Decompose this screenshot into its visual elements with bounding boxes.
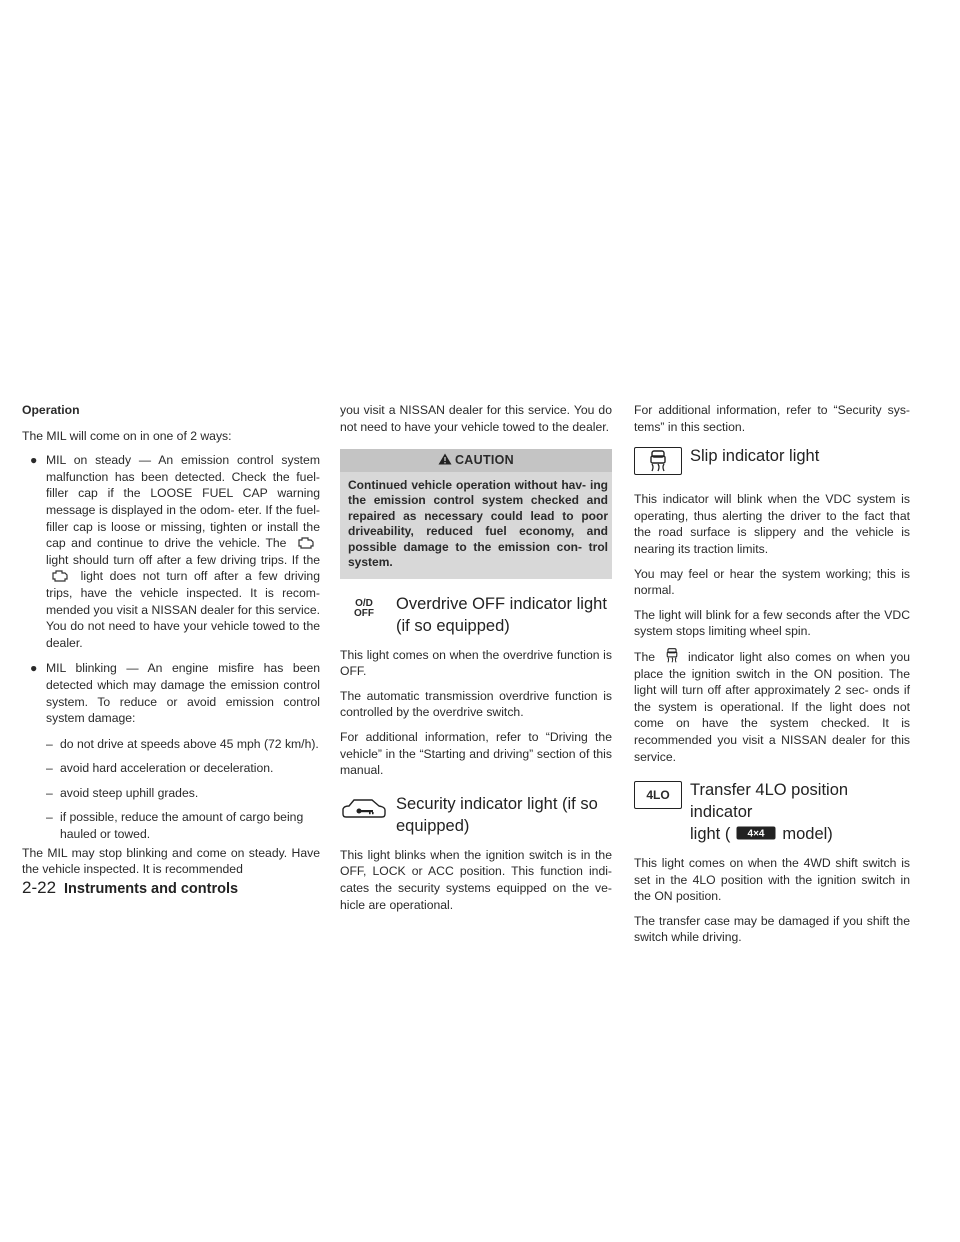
security-car-key-icon bbox=[340, 795, 388, 823]
4lo-indicator-icon: 4LO bbox=[634, 781, 682, 809]
outro-text: The MIL may stop blinking and come on steady. Have the vehicle inspected. It is recommended bbox=[22, 845, 320, 877]
slip-para-4-a: The bbox=[634, 649, 656, 664]
bullet-mil-steady bbox=[22, 452, 320, 651]
bullet-dot: ● bbox=[30, 661, 38, 676]
overdrive-para-3: For additional information, refer to “Driving the vehicle” in the “Starting and driving” section of this manual. bbox=[340, 730, 612, 778]
dash-item: – if possible, reduce the amount of cargo being hauled or towed. bbox=[46, 810, 304, 842]
dash-text: avoid hard acceleration or deceleration. bbox=[60, 761, 274, 776]
dash-text: do not drive at speeds above 45 mph (72 km/h). bbox=[60, 736, 319, 751]
section-heading: Operation bbox=[22, 403, 80, 417]
slip-para-1: This indicator will blink when the VDC system is operating, thus alerting the driver to the fact that the road surface is slippery and the vehicle is nearing its traction limits. bbox=[634, 492, 910, 556]
overdrive-title-line1: Overdrive OFF indicator light bbox=[396, 594, 607, 613]
slip-indicator-icon bbox=[634, 447, 682, 475]
overdrive-title bbox=[396, 593, 612, 637]
column-1 bbox=[22, 402, 320, 886]
overdrive-title-line2: (if so equipped) bbox=[396, 616, 510, 635]
engine-icon bbox=[50, 569, 70, 582]
slip-para-2: You may feel or hear the system working; this is normal. bbox=[634, 566, 910, 598]
dash-item: – avoid hard acceleration or deceleration. bbox=[46, 761, 274, 776]
bullet-dot: ● bbox=[30, 453, 38, 468]
overdrive-section-header bbox=[340, 593, 612, 637]
overdrive-para-1: This light comes on when the overdrive function is OFF. bbox=[340, 647, 612, 679]
bullet-text: MIL blinking — An engine misfire has been detected which may damage the emission control system. To reduce or avoid emission control system damage: bbox=[46, 661, 320, 726]
engine-icon bbox=[296, 536, 316, 549]
svg-text:4×4: 4×4 bbox=[747, 828, 765, 840]
slip-section-header bbox=[634, 445, 910, 481]
bullet-text-b: light should turn off after a few driving trips. If the bbox=[46, 552, 320, 567]
transfer-title-line2-b: model) bbox=[782, 825, 833, 844]
security-section-header bbox=[340, 793, 612, 837]
od-icon-top-text: O/D bbox=[355, 597, 373, 609]
bullet-text-c: light does not turn off after a few driving trips, have the vehicle inspected. It is recom- mended you visit a NISSAN dealer for this service. You do not need to have your vehicle towed to the dealer. bbox=[46, 569, 320, 650]
slip-title: Slip indicator light bbox=[690, 447, 820, 466]
warning-triangle-icon bbox=[438, 453, 452, 465]
transfer-4lo-title bbox=[690, 779, 910, 845]
slip-para-3: The light will blink for a few seconds after the VDC system stops limiting wheel spin. bbox=[634, 607, 910, 639]
caution-box bbox=[340, 449, 612, 579]
slip-para-4-b: indicator light also comes on when you place the ignition switch in the ON position. The light will turn off after approximately 2 sec- onds if the system is operational. If the light does not come on have the system checked. It is recommended you visit a NISSAN dealer for this service. bbox=[634, 649, 910, 764]
dash-text: if possible, reduce the amount of cargo being hauled or towed. bbox=[60, 810, 304, 842]
chapter-title: Instruments and controls bbox=[64, 881, 239, 897]
dash-item: – do not drive at speeds above 45 mph (72 km/h). bbox=[46, 736, 319, 751]
overdrive-off-icon bbox=[340, 595, 388, 623]
column-3 bbox=[634, 402, 910, 954]
transfer-para-1: This light comes on when the 4WD shift switch is set in the 4LO position with the ignition switch in the ON position. bbox=[634, 856, 910, 904]
od-icon-bottom-text: OFF bbox=[354, 607, 374, 619]
transfer-title-line1: Transfer 4LO position indicator bbox=[690, 781, 849, 822]
page-number: 2-22 bbox=[22, 878, 57, 897]
slip-indicator-icon bbox=[665, 648, 679, 663]
bullet-mil-blinking bbox=[22, 660, 320, 726]
security-title-line2: equipped) bbox=[396, 816, 470, 835]
transfer-para-2: The transfer case may be damaged if you shift the switch while driving. bbox=[634, 913, 910, 945]
caution-header bbox=[340, 449, 612, 472]
security-title-line1: Security indicator light (if so bbox=[396, 794, 598, 813]
transfer-title-line2 bbox=[690, 823, 910, 845]
continued-text: you visit a NISSAN dealer for this service. You do not need to have your vehicle towed to the dealer. bbox=[340, 403, 612, 434]
dash-item: – avoid steep uphill grades. bbox=[46, 785, 199, 800]
4x4-badge-icon bbox=[736, 826, 776, 840]
caution-text: Continued vehicle operation without hav- ing the emission control system checked and repaired as necessary could lead to poor driveability, reduced fuel economy, and possible damage to the emission con- trol system. bbox=[348, 477, 608, 570]
dash-text: avoid steep uphill grades. bbox=[60, 785, 199, 800]
caution-label: CAUTION bbox=[454, 453, 515, 468]
slip-para-4 bbox=[634, 648, 910, 765]
bullet-text-a: MIL on steady — An emission control system malfunction has been detected. Check the fuel-filler cap if the LOOSE FUEL CAP warning message is displayed in the odom- eter. If the fuel-filler cap is loose or missing, tighten or install the cap and continue to drive the vehicle. The bbox=[46, 453, 320, 551]
overdrive-para-2: The automatic transmission overdrive function is controlled by the overdrive switch. bbox=[340, 688, 612, 720]
continued-text: For additional information, refer to “Security sys- tems” in this section. bbox=[634, 403, 910, 434]
security-title bbox=[396, 793, 612, 837]
security-para-1: This light blinks when the ignition switch is in the OFF, LOCK or ACC position. This function indi- cates the security systems equipped on the ve- hicle are operational. bbox=[340, 847, 612, 912]
transfer-title-line2-a: light ( bbox=[690, 825, 731, 844]
page-footer bbox=[22, 878, 238, 898]
transfer-4lo-section-header bbox=[634, 779, 910, 845]
column-2 bbox=[340, 402, 612, 921]
intro-text: The MIL will come on in one of 2 ways: bbox=[22, 428, 232, 443]
